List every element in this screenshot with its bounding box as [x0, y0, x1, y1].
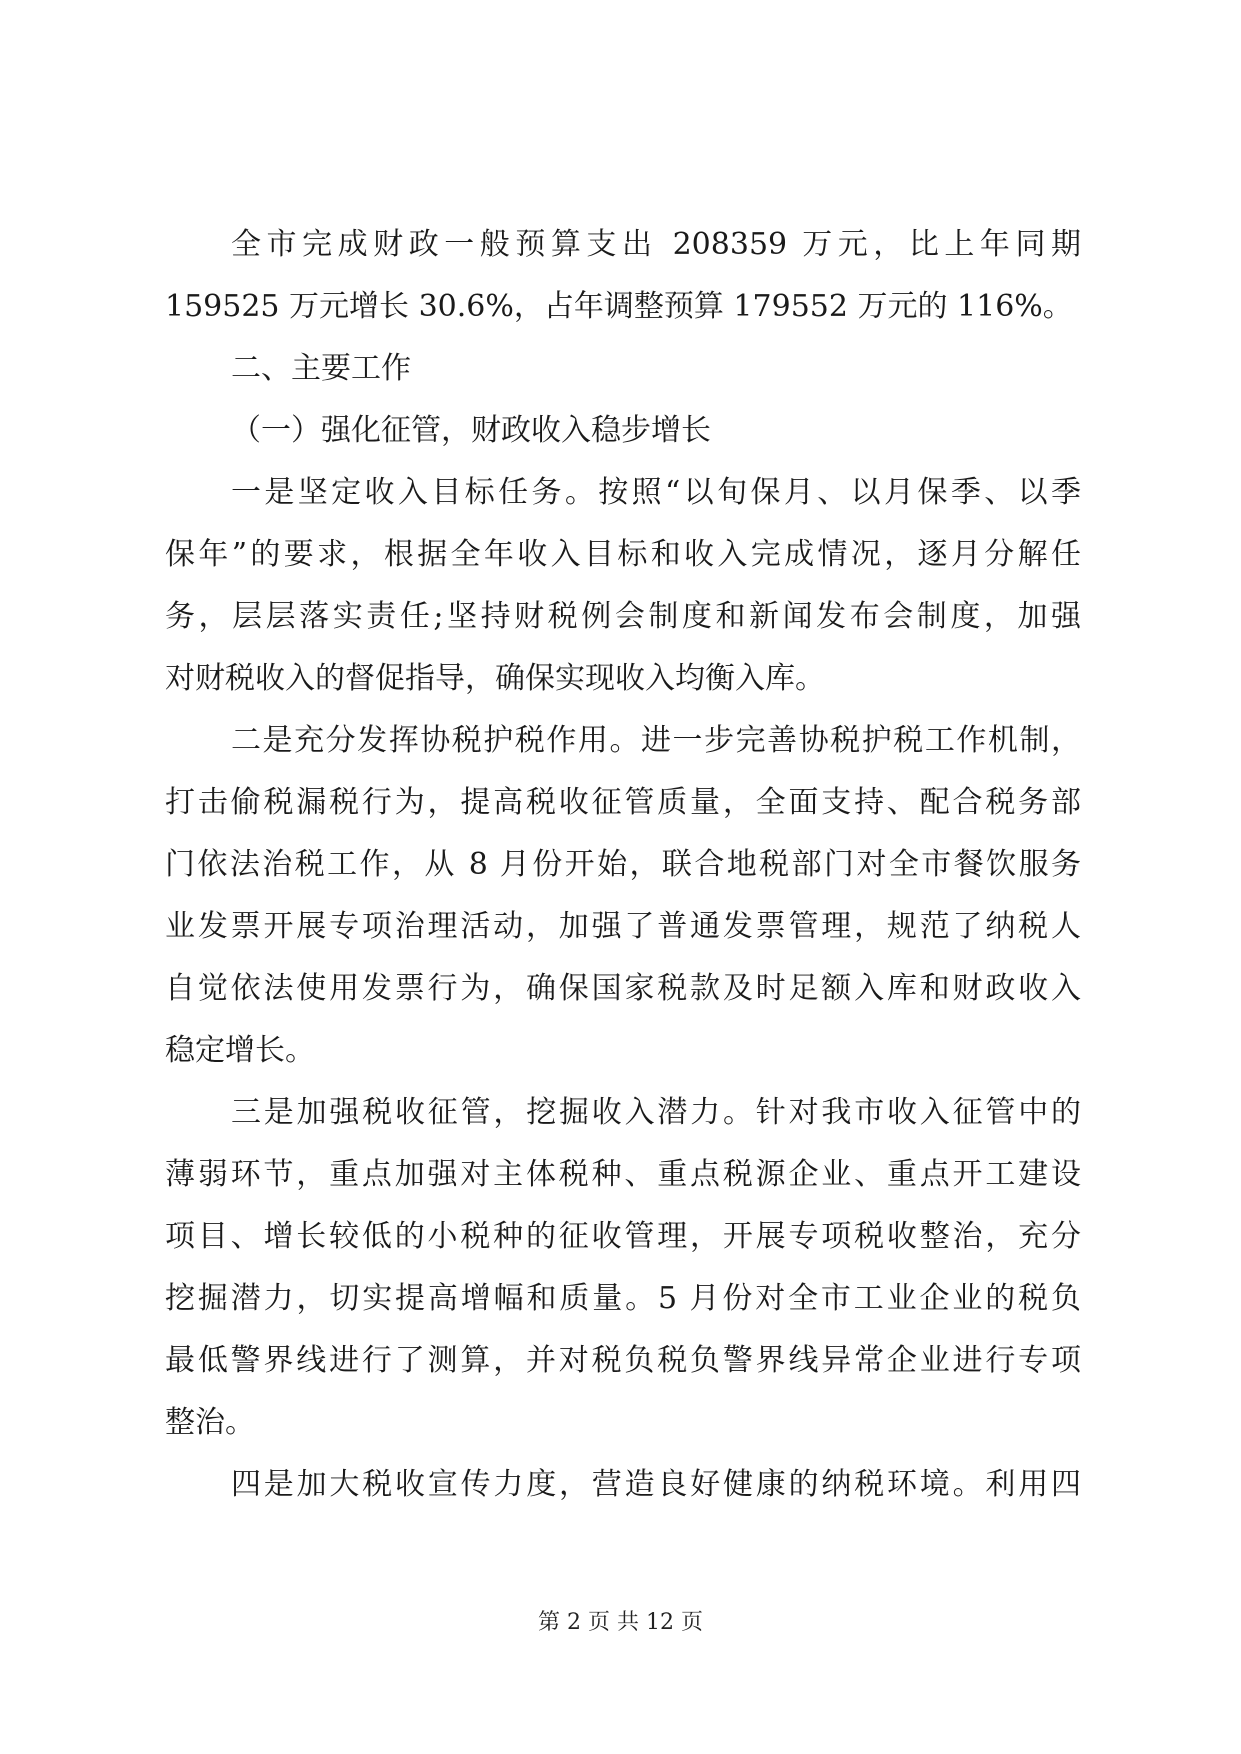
document-line: 四是加大税收宣传力度，营造良好健康的纳税环境。利用四	[231, 1468, 1081, 1502]
page-number-footer: 第 2 页 共 12 页	[538, 1610, 703, 1635]
document-line: 稳定增长。	[165, 1034, 315, 1068]
document-line: 对财税收入的督促指导，确保实现收入均衡入库。	[165, 662, 825, 696]
document-line: 打击偷税漏税行为，提高税收征管质量，全面支持、配合税务部	[165, 786, 1081, 820]
document-line: 薄弱环节，重点加强对主体税种、重点税源企业、重点开工建设	[165, 1158, 1081, 1192]
document-line: 保年”的要求，根据全年收入目标和收入完成情况，逐月分解任	[165, 538, 1081, 572]
document-line: 全市完成财政一般预算支出 208359 万元，比上年同期	[231, 228, 1081, 262]
document-body	[165, 228, 1081, 1530]
document-line: 最低警界线进行了测算，并对税负税负警界线异常企业进行专项	[165, 1344, 1081, 1378]
document-line: 自觉依法使用发票行为，确保国家税款及时足额入库和财政收入	[165, 972, 1081, 1006]
document-line: 项目、增长较低的小税种的征收管理，开展专项税收整治，充分	[165, 1220, 1081, 1254]
document-line: 挖掘潜力，切实提高增幅和质量。5 月份对全市工业企业的税负	[165, 1282, 1081, 1316]
document-line: 一是坚定收入目标任务。按照“以旬保月、以月保季、以季	[231, 476, 1081, 510]
document-line: 整治。	[165, 1406, 255, 1440]
document-line: 二、主要工作	[231, 352, 411, 386]
document-line: 务，层层落实责任;坚持财税例会制度和新闻发布会制度，加强	[165, 600, 1081, 634]
document-line: 业发票开展专项治理活动，加强了普通发票管理，规范了纳税人	[165, 910, 1081, 944]
document-line: 门依法治税工作，从 8 月份开始，联合地税部门对全市餐饮服务	[165, 848, 1081, 882]
document-line: 159525 万元增长 30.6%，占年调整预算 179552 万元的 116%。	[165, 290, 1073, 324]
document-line: 二是充分发挥协税护税作用。进一步完善协税护税工作机制，	[231, 724, 1081, 758]
document-line: （一）强化征管，财政收入稳步增长	[231, 414, 711, 448]
document-line: 三是加强税收征管，挖掘收入潜力。针对我市收入征管中的	[231, 1096, 1081, 1130]
